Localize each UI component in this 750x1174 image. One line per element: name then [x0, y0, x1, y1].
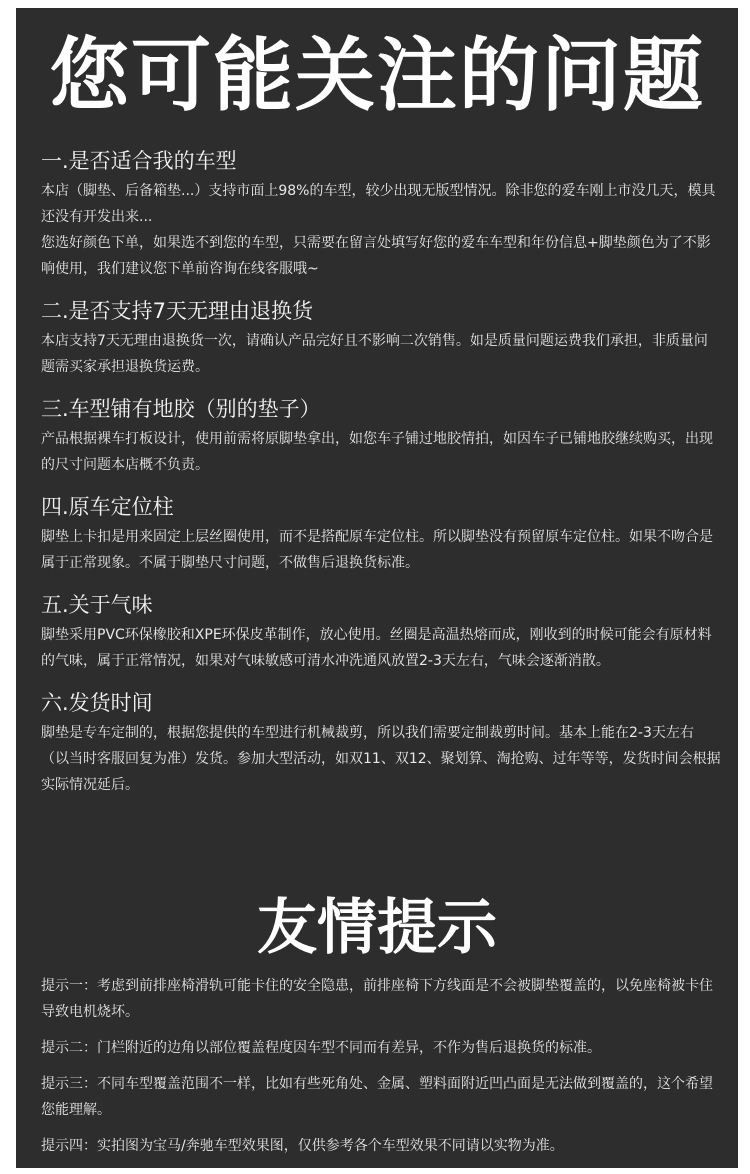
faq-section-fit — [41, 146, 721, 282]
faq-section-floor-mat — [41, 394, 721, 478]
faq-heading: 五.关于气味 — [41, 593, 153, 617]
faq-section-shipping — [41, 688, 721, 798]
faq-paragraph: 脚垫采用PVC环保橡胶和XPE环保皮革制作，放心使用。丝圈是高温热熔而成，刚收到的时候可能会有原材料的气味，属于正常情况，如果对气味敏感可清水冲洗通风放置2-3天左右，气味会逐渐消散。 — [41, 627, 712, 669]
faq-section-locating-pin — [41, 492, 721, 576]
faq-paragraph: 脚垫上卡扣是用来固定上层丝圈使用，而不是搭配原车定位柱。所以脚垫没有预留原车定位柱。如果不吻合是属于正常现象。不属于脚垫尺寸问题，不做售后退换货标准。 — [41, 529, 713, 571]
faq-paragraph: 您选好颜色下单，如果选不到您的车型，只需要在留言处填写好您的爱车车型和年份信息+脚垫颜色为了不影响使用，我们建议您下单前咨询在线客服哦~ — [41, 235, 711, 277]
page-title: 您可能关注的问题 — [49, 29, 705, 122]
faq-paragraph: 本店（脚垫、后备箱垫...）支持市面上98%的车型，较少出现无版型情况。除非您的爱车刚上市没几天，模具还没有开发出来... — [41, 183, 716, 225]
faq-paragraph: 脚垫是专车定制的，根据您提供的车型进行机械裁剪，所以我们需要定制裁剪时间。基本上能在2-3天左右（以当时客服回复为准）发货。参加大型活动，如双11、双12、聚划算、淘抢购、过年等等，发货时间会根据实际情况延后。 — [41, 725, 721, 793]
faq-heading: 四.原车定位柱 — [41, 495, 174, 519]
tip-item: 提示一：考虑到前排座椅滑轨可能卡住的安全隐患，前排座椅下方线面是不会被脚垫覆盖的，以免座椅被卡住导致电机烧坏。 — [41, 978, 713, 1020]
faq-heading: 六.发货时间 — [41, 691, 153, 715]
faq-panel — [16, 8, 738, 1168]
tip-item: 提示二：门栏附近的边角以部位覆盖程度因车型不同而有差异，不作为售后退换货的标准。 — [41, 1040, 601, 1056]
faq-section-odor — [41, 590, 721, 674]
faq-section-return — [41, 296, 721, 380]
faq-list — [41, 146, 721, 798]
tips-title: 友情提示 — [257, 893, 497, 963]
faq-heading: 一.是否适合我的车型 — [41, 149, 237, 173]
tip-item: 提示三：不同车型覆盖范围不一样，比如有些死角处、金属、塑料面附近凹凸面是无法做到覆盖的，这个希望您能理解。 — [41, 1076, 713, 1118]
tip-item: 提示四：实拍图为宝马/奔驰车型效果图，仅供参考各个车型效果不同请以实物为准。 — [41, 1138, 564, 1154]
faq-paragraph: 本店支持7天无理由退换货一次，请确认产品完好且不影响二次销售。如是质量问题运费我们承担，非质量问题需买家承担退换货运费。 — [41, 333, 708, 375]
faq-paragraph: 产品根据裸车打板设计，使用前需将原脚垫拿出，如您车子铺过地胶情拍，如因车子已铺地胶继续购买，出现的尺寸问题本店概不负责。 — [41, 431, 713, 473]
tips-list — [41, 973, 721, 1168]
faq-heading: 三.车型铺有地胶（别的垫子） — [41, 397, 321, 421]
faq-heading: 二.是否支持7天无理由退换货 — [41, 299, 314, 323]
